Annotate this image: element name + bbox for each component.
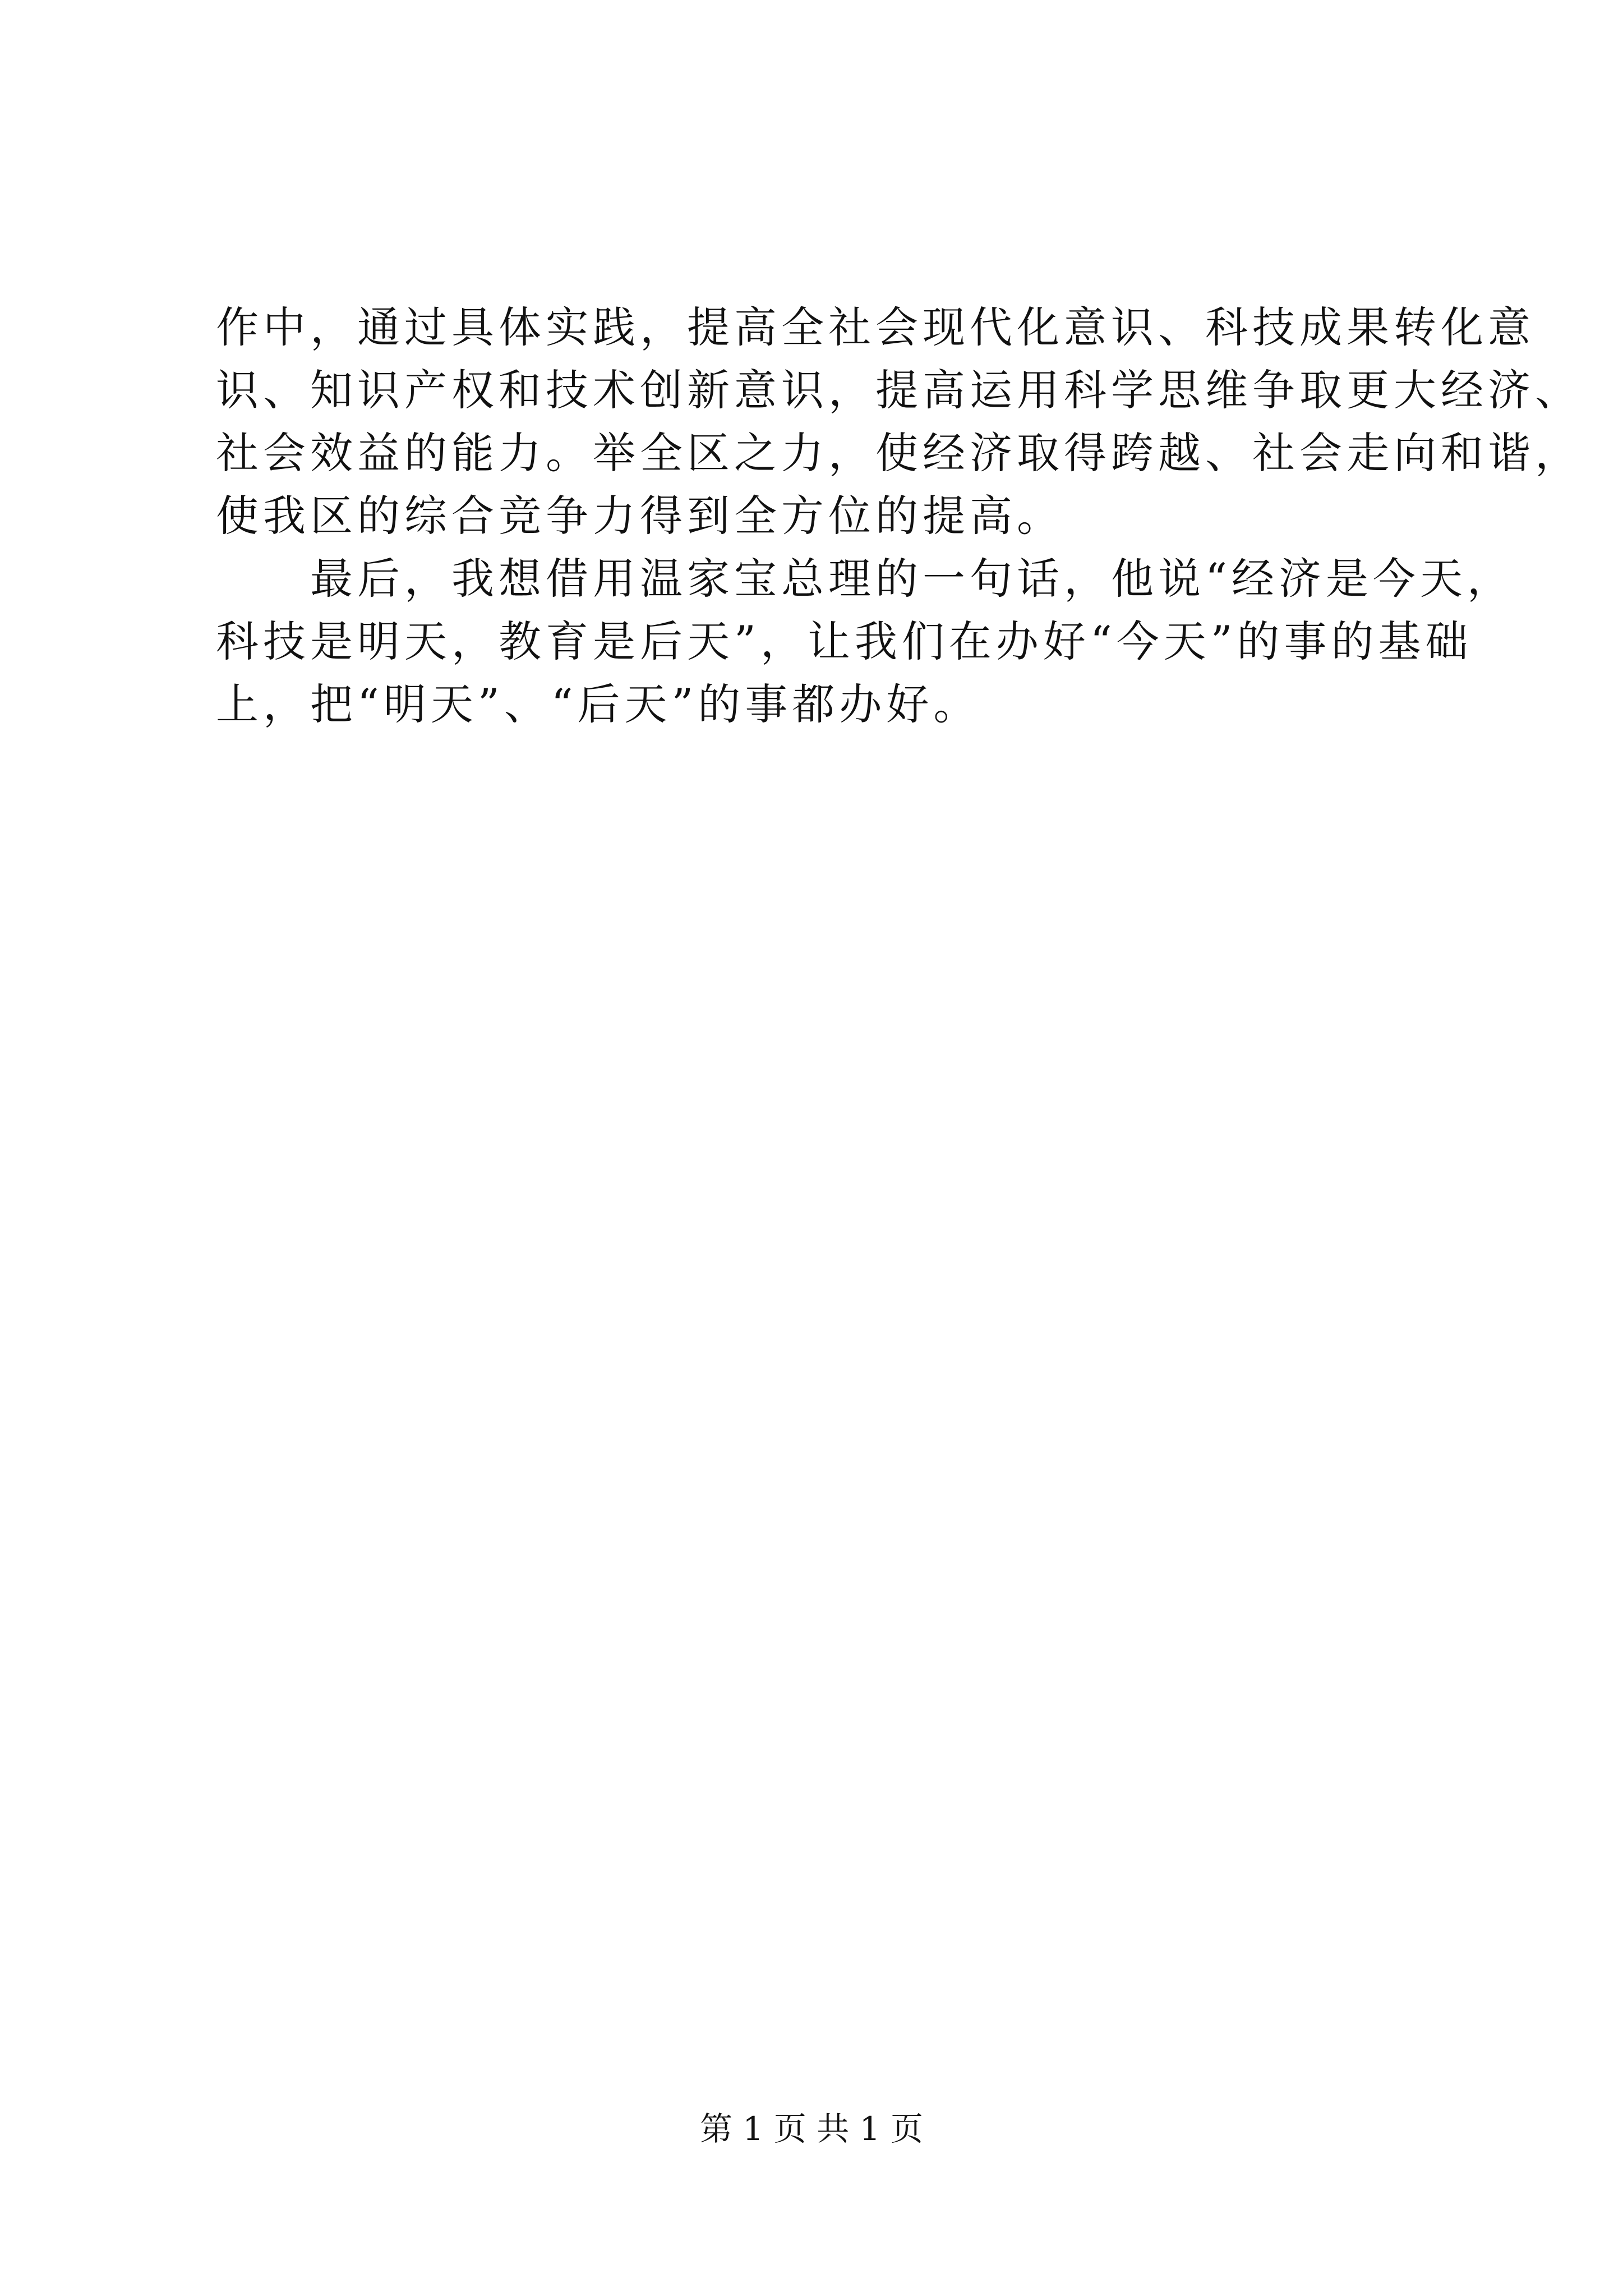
paragraph-1-line-4: 使我区的综合竞争力得到全方位的提高。 bbox=[216, 491, 1064, 541]
paragraph-2-line-1: 最后，我想借用温家宝总理的一句话，他说“经济是今天， bbox=[310, 554, 1514, 604]
paragraph-1-line-1: 作中，通过具体实践，提高全社会现代化意识、科技成果转化意 bbox=[216, 302, 1535, 352]
paragraph-2-line-2: 科技是明天，教育是后天”，让我们在办好“今天”的事的基础 bbox=[216, 616, 1473, 666]
paragraph-1-line-3: 社会效益的能力。举全区之力，使经济取得跨越、社会走向和谐， bbox=[216, 428, 1582, 478]
page-number-footer: 第 1 页 共 1 页 bbox=[700, 2110, 923, 2148]
document-body bbox=[216, 296, 1582, 736]
paragraph-1-line-2: 识、知识产权和技术创新意识，提高运用科学思维争取更大经济、 bbox=[216, 365, 1582, 415]
paragraph-2-line-3: 上，把“明天”、“后天”的事都办好。 bbox=[216, 679, 981, 729]
